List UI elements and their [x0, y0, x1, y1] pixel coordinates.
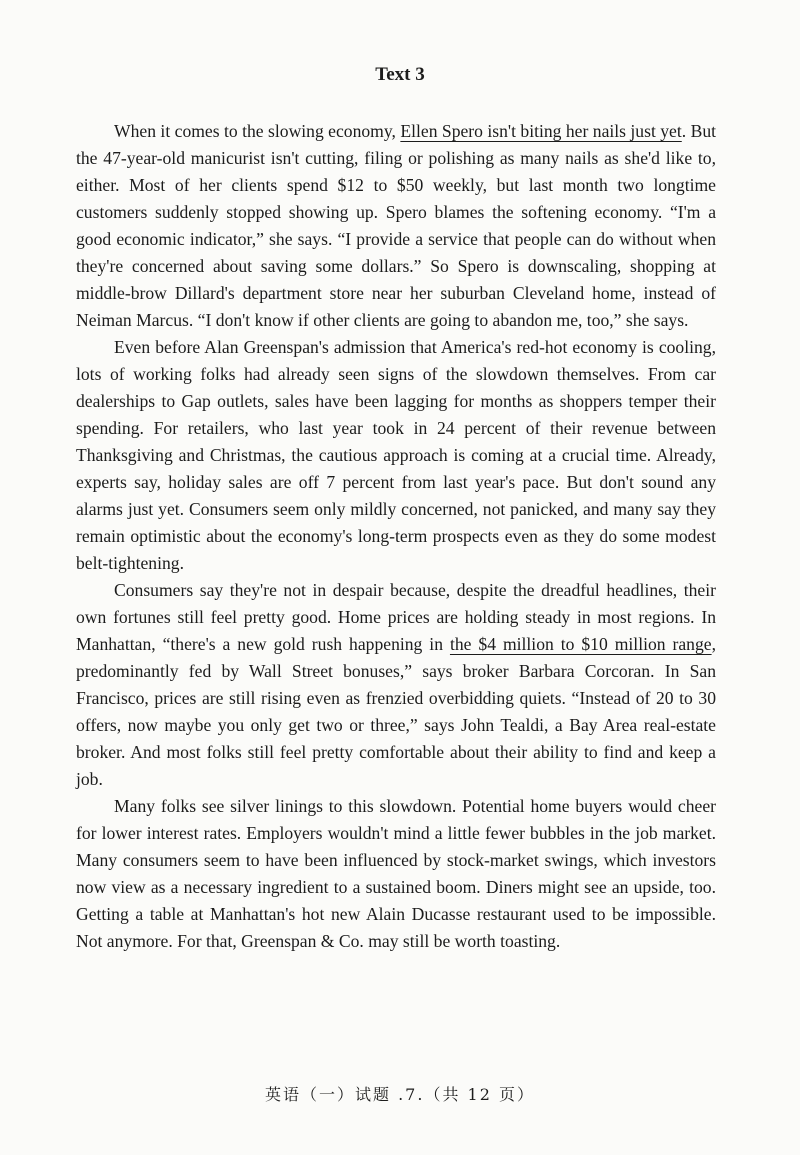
paragraph-4: Many folks see silver linings to this slowdown. Potential home buyers would cheer for lower interest rates. Employers wouldn't mind a little fewer bubbles in the job market. Many consumers seem to have been influenced by stock-market swings, which investors now view as a necessary ingredient to a sustained boom. Diners might see an upside, too. Getting a table at Manhattan's hot new Alain Ducasse restaurant used to be impossible. Not anymore. For that, Greenspan & Co. may still be worth toasting.: [76, 796, 716, 951]
passage-body: [76, 118, 716, 955]
passage-title: Text 3: [375, 64, 425, 85]
paragraph-1-rest: . But the 47-year-old manicurist isn't cutting, filing or polishing as many nails as she'd like to, either. Most of her clients spend $12 to $50 weekly, but last month two longtime customers suddenly stopped showing up. Spero blames the softening economy. “I'm a good economic indicator,” she says. “I provide a service that people can do without when they're concerned about saving some dollars.” So Spero is downscaling, shopping at middle-brow Dillard's department store near her suburban Cleveland home, instead of Neiman Marcus. “I don't know if other clients are going to abandon me, too,” she says.: [76, 121, 717, 330]
page-footer: 英语（一）试题 .7.（共 12 页）: [265, 1085, 535, 1104]
underlined-phrase-spero: Ellen Spero isn't biting her nails just yet: [400, 121, 682, 141]
paragraph-1: [76, 118, 716, 334]
paragraph-1-start: When it comes to the slowing economy,: [114, 121, 401, 141]
paragraph-3: [76, 577, 716, 793]
underlined-phrase-price-range: the $4 million to $10 million range: [449, 634, 712, 654]
paragraph-3-rest: , predominantly fed by Wall Street bonuses,” says broker Barbara Corcoran. In San Francisco, prices are still rising even as frenzied overbidding quiets. “Instead of 20 to 30 offers, now maybe you only get two or three,” says John Tealdi, a Bay Area real-estate broker. And most folks still feel pretty comfortable about their ability to find and keep a job.: [76, 634, 716, 789]
paragraph-2: Even before Alan Greenspan's admission that America's red-hot economy is cooling, lots of working folks had already seen signs of the slowdown themselves. From car dealerships to Gap outlets, sales have been lagging for months as shoppers temper their spending. For retailers, who last year took in 24 percent of their revenue between Thanksgiving and Christmas, the cautious approach is coming at a crucial time. Already, experts say, holiday sales are off 7 percent from last year's pace. But don't sound any alarms just yet. Consumers seem only mildly concerned, not panicked, and many say they remain optimistic about the economy's long-term prospects even as they do some modest belt-tightening.: [76, 337, 716, 573]
paragraph-3-start: Consumers say they're not in despair because, despite the dreadful headlines, their own fortunes still feel pretty good. Home prices are holding steady in most regions. In Manhattan, “there's a new gold rush happening in: [76, 580, 716, 654]
